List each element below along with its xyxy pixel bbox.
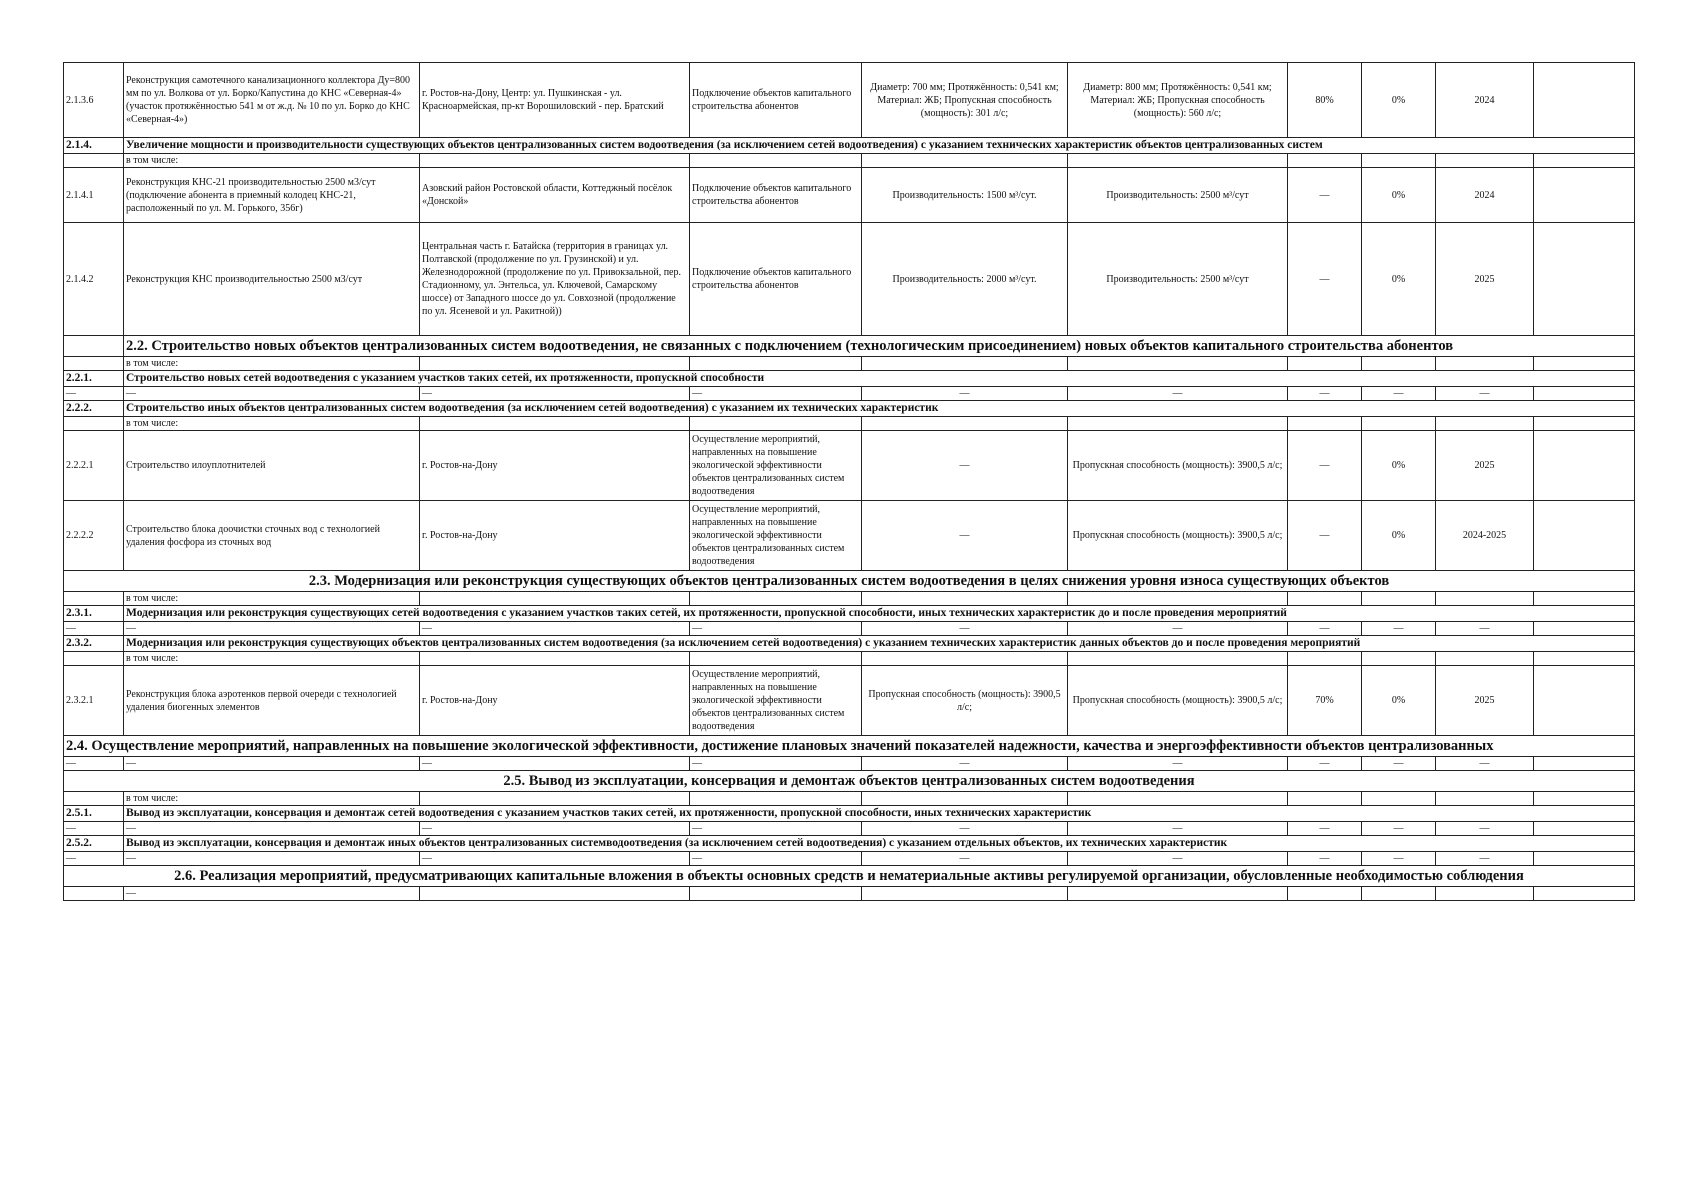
row-wear: — bbox=[1288, 223, 1362, 336]
section-code: 2.2.1. bbox=[64, 371, 124, 387]
row-purpose: Осуществление мероприятий, направленных на повышение экологической эффективности объектов централизованных систем водоотведения bbox=[690, 431, 862, 501]
row-year: 2024 bbox=[1436, 63, 1534, 138]
row-location: г. Ростов-на-Дону bbox=[420, 666, 690, 736]
row-wear: — bbox=[1288, 501, 1362, 571]
table-row bbox=[64, 168, 1635, 223]
row-empty bbox=[1534, 501, 1635, 571]
row-name: Реконструкция КНС производительностью 2500 м3/сут bbox=[124, 223, 420, 336]
including-row bbox=[64, 792, 1635, 806]
row-purpose: Подключение объектов капитального строительства абонентов bbox=[690, 168, 862, 223]
including-label: в том числе: bbox=[124, 652, 420, 666]
dash-row: — — — — — — — — — bbox=[64, 387, 1635, 401]
row-after: Производительность: 2500 м³/сут bbox=[1068, 168, 1288, 223]
including-row bbox=[64, 592, 1635, 606]
row-empty bbox=[1534, 223, 1635, 336]
row-name: Строительство блока доочистки сточных вод с технологией удаления фосфора из сточных вод bbox=[124, 501, 420, 571]
row-after: Пропускная способность (мощность): 3900,5 л/с; bbox=[1068, 431, 1288, 501]
row-code: 2.1.4.1 bbox=[64, 168, 124, 223]
including-row bbox=[64, 154, 1635, 168]
including-row bbox=[64, 652, 1635, 666]
row-before: Производительность: 1500 м³/сут. bbox=[862, 168, 1068, 223]
row-after: Пропускная способность (мощность): 3900,5 л/с; bbox=[1068, 501, 1288, 571]
row-year: 2024 bbox=[1436, 168, 1534, 223]
section-code: 2.5.2. bbox=[64, 836, 124, 852]
section-row bbox=[64, 401, 1635, 417]
table-row bbox=[64, 63, 1635, 138]
section-title: Строительство новых сетей водоотведения с указанием участков таких сетей, их протяженности, пропускной способности bbox=[124, 371, 1635, 387]
row-before: Пропускная способность (мощность): 3900,5 л/с; bbox=[862, 666, 1068, 736]
row-code: 2.2.2.1 bbox=[64, 431, 124, 501]
section-code: 2.5.1. bbox=[64, 806, 124, 822]
row-year: 2024-2025 bbox=[1436, 501, 1534, 571]
section-code: 2.2.2. bbox=[64, 401, 124, 417]
section-row bbox=[64, 138, 1635, 154]
dash-row: — — — — — — — — — bbox=[64, 757, 1635, 771]
dash-row: — — — — — — — — — bbox=[64, 852, 1635, 866]
table-row bbox=[64, 666, 1635, 736]
group-heading-row bbox=[64, 736, 1635, 757]
group-heading-row bbox=[64, 866, 1635, 887]
row-empty bbox=[1534, 431, 1635, 501]
row-purpose: Осуществление мероприятий, направленных на повышение экологической эффективности объектов централизованных систем водоотведения bbox=[690, 501, 862, 571]
row-after: Пропускная способность (мощность): 3900,5 л/с; bbox=[1068, 666, 1288, 736]
dash-row: — — — — — — — — — bbox=[64, 622, 1635, 636]
row-after: Диаметр: 800 мм; Протяжённость: 0,541 км; Материал: ЖБ; Пропускная способность (мощность): 560 л/с; bbox=[1068, 63, 1288, 138]
section-title: Вывод из эксплуатации, консервация и демонтаж иных объектов централизованных системводоотведения (за исключением сетей водоотведения) с указанием отдельных объектов, их технических характеристик bbox=[124, 836, 1635, 852]
row-wear-after: 0% bbox=[1362, 431, 1436, 501]
row-year: 2025 bbox=[1436, 223, 1534, 336]
group-heading-row bbox=[64, 336, 1635, 357]
section-title: Увеличение мощности и производительности существующих объектов централизованных систем водоотведения (за исключением сетей водоотведения) с указанием технических характеристик объектов централизованных систем bbox=[124, 138, 1635, 154]
section-row bbox=[64, 636, 1635, 652]
table-row bbox=[64, 431, 1635, 501]
row-before: Производительность: 2000 м³/сут. bbox=[862, 223, 1068, 336]
section-title: Модернизация или реконструкция существующих сетей водоотведения с указанием участков таких сетей, их протяженности, пропускной способности, иных технических характеристик до и после проведения мероприятий bbox=[124, 606, 1635, 622]
section-row bbox=[64, 806, 1635, 822]
row-location: г. Ростов-на-Дону bbox=[420, 501, 690, 571]
section-title: Модернизация или реконструкция существующих объектов централизованных систем водоотведения (за исключением сетей водоотведения) с указанием технических характеристик данных объектов до и после проведения мероприятий bbox=[124, 636, 1635, 652]
section-row bbox=[64, 371, 1635, 387]
row-location: Центральная часть г. Батайска (территория в границах ул. Полтавской (продолжение по ул. Грузинской) и ул. Железнодорожной (продолжение по ул. Привокзальной, пер. Стадионному, ул. Энтельса, ул. Ключевой, Самарскому шоссе) от Западного шоссе до ул. Совхозной (продолжение по ул. Ясеневой и ул. Ракитной)) bbox=[420, 223, 690, 336]
row-wear-after: 0% bbox=[1362, 63, 1436, 138]
row-wear: — bbox=[1288, 168, 1362, 223]
row-wear-after: 0% bbox=[1362, 666, 1436, 736]
row-wear: 70% bbox=[1288, 666, 1362, 736]
section-row bbox=[64, 606, 1635, 622]
row-before: — bbox=[862, 431, 1068, 501]
section-code: 2.1.4. bbox=[64, 138, 124, 154]
row-location: Азовский район Ростовской области, Коттеджный посёлок «Донской» bbox=[420, 168, 690, 223]
row-name: Реконструкция КНС-21 производительностью 2500 м3/сут (подключение абонента в приемный колодец КНС-21, расположенный по ул. М. Горького, 356г) bbox=[124, 168, 420, 223]
row-purpose: Подключение объектов капитального строительства абонентов bbox=[690, 223, 862, 336]
including-label: в том числе: bbox=[124, 792, 420, 806]
section-title: Строительство иных объектов централизованных систем водоотведения (за исключением сетей водоотведения) с указанием их технических характеристик bbox=[124, 401, 1635, 417]
row-location: г. Ростов-на-Дону bbox=[420, 431, 690, 501]
row-after: Производительность: 2500 м³/сут bbox=[1068, 223, 1288, 336]
group-heading-row bbox=[64, 571, 1635, 592]
row-name: Реконструкция блока аэротенков первой очереди с технологией удаления биогенных элементов bbox=[124, 666, 420, 736]
row-wear-after: 0% bbox=[1362, 168, 1436, 223]
row-wear: 80% bbox=[1288, 63, 1362, 138]
group-heading-row bbox=[64, 771, 1635, 792]
group-heading: 2.2. Строительство новых объектов централизованных систем водоотведения, не связанных с подключением (технологическим присоединением) новых объектов капитального строительства абонентов bbox=[124, 336, 1635, 357]
table-row bbox=[64, 223, 1635, 336]
section-code: 2.3.1. bbox=[64, 606, 124, 622]
row-before: — bbox=[862, 501, 1068, 571]
including-label: в том числе: bbox=[124, 417, 420, 431]
row-purpose: Осуществление мероприятий, направленных на повышение экологической эффективности объектов централизованных систем водоотведения bbox=[690, 666, 862, 736]
investment-program-table bbox=[63, 62, 1635, 901]
table-row bbox=[64, 501, 1635, 571]
row-wear-after: 0% bbox=[1362, 501, 1436, 571]
group-heading: 2.4. Осуществление мероприятий, направленных на повышение экологической эффективности, достижение плановых значений показателей надежности, качества и энергоэффективности объектов централизованных bbox=[64, 736, 1635, 757]
row-code: 2.1.4.2 bbox=[64, 223, 124, 336]
row-empty bbox=[1534, 666, 1635, 736]
row-code: 2.3.2.1 bbox=[64, 666, 124, 736]
row-code: 2.2.2.2 bbox=[64, 501, 124, 571]
row-year: 2025 bbox=[1436, 431, 1534, 501]
row-name: Строительство илоуплотнителей bbox=[124, 431, 420, 501]
group-heading: 2.6. Реализация мероприятий, предусматривающих капитальные вложения в объекты основных средств и нематериальные активы регулируемой организации, обусловленные необходимостью соблюдения bbox=[64, 866, 1635, 887]
row-wear-after: 0% bbox=[1362, 223, 1436, 336]
row-empty bbox=[1534, 168, 1635, 223]
section-code: 2.3.2. bbox=[64, 636, 124, 652]
including-row bbox=[64, 357, 1635, 371]
dash-row: — — — — — — — — — bbox=[64, 822, 1635, 836]
row-location: г. Ростов-на-Дону, Центр: ул. Пушкинская - ул. Красноармейская, пр-кт Ворошиловский - пер. Братский bbox=[420, 63, 690, 138]
including-row bbox=[64, 417, 1635, 431]
row-name: Реконструкция самотечного канализационного коллектора Ду=800 мм по ул. Волкова от ул. Борко/Капустина до КНС «Северная-4» (участок протяжённостью 541 м от ж.д. № 10 по ул. Борко до КНС «Северная-4») bbox=[124, 63, 420, 138]
row-code: 2.1.3.6 bbox=[64, 63, 124, 138]
row-empty bbox=[1534, 63, 1635, 138]
including-label: в том числе: bbox=[124, 592, 420, 606]
including-label: в том числе: bbox=[124, 357, 420, 371]
row-wear: — bbox=[1288, 431, 1362, 501]
group-heading: 2.5. Вывод из эксплуатации, консервация и демонтаж объектов централизованных систем водоотведения bbox=[64, 771, 1635, 792]
row-year: 2025 bbox=[1436, 666, 1534, 736]
including-label: в том числе: bbox=[124, 154, 420, 168]
section-title: Вывод из эксплуатации, консервация и демонтаж сетей водоотведения с указанием участков таких сетей, их протяженности, пропускной способности, иных технических характеристик bbox=[124, 806, 1635, 822]
row-before: Диаметр: 700 мм; Протяжённость: 0,541 км; Материал: ЖБ; Пропускная способность (мощность): 301 л/с; bbox=[862, 63, 1068, 138]
row-purpose: Подключение объектов капитального строительства абонентов bbox=[690, 63, 862, 138]
dash-row: — bbox=[64, 887, 1635, 901]
section-row bbox=[64, 836, 1635, 852]
group-heading: 2.3. Модернизация или реконструкция существующих объектов централизованных систем водоотведения в целях снижения уровня износа существующих объектов bbox=[64, 571, 1635, 592]
